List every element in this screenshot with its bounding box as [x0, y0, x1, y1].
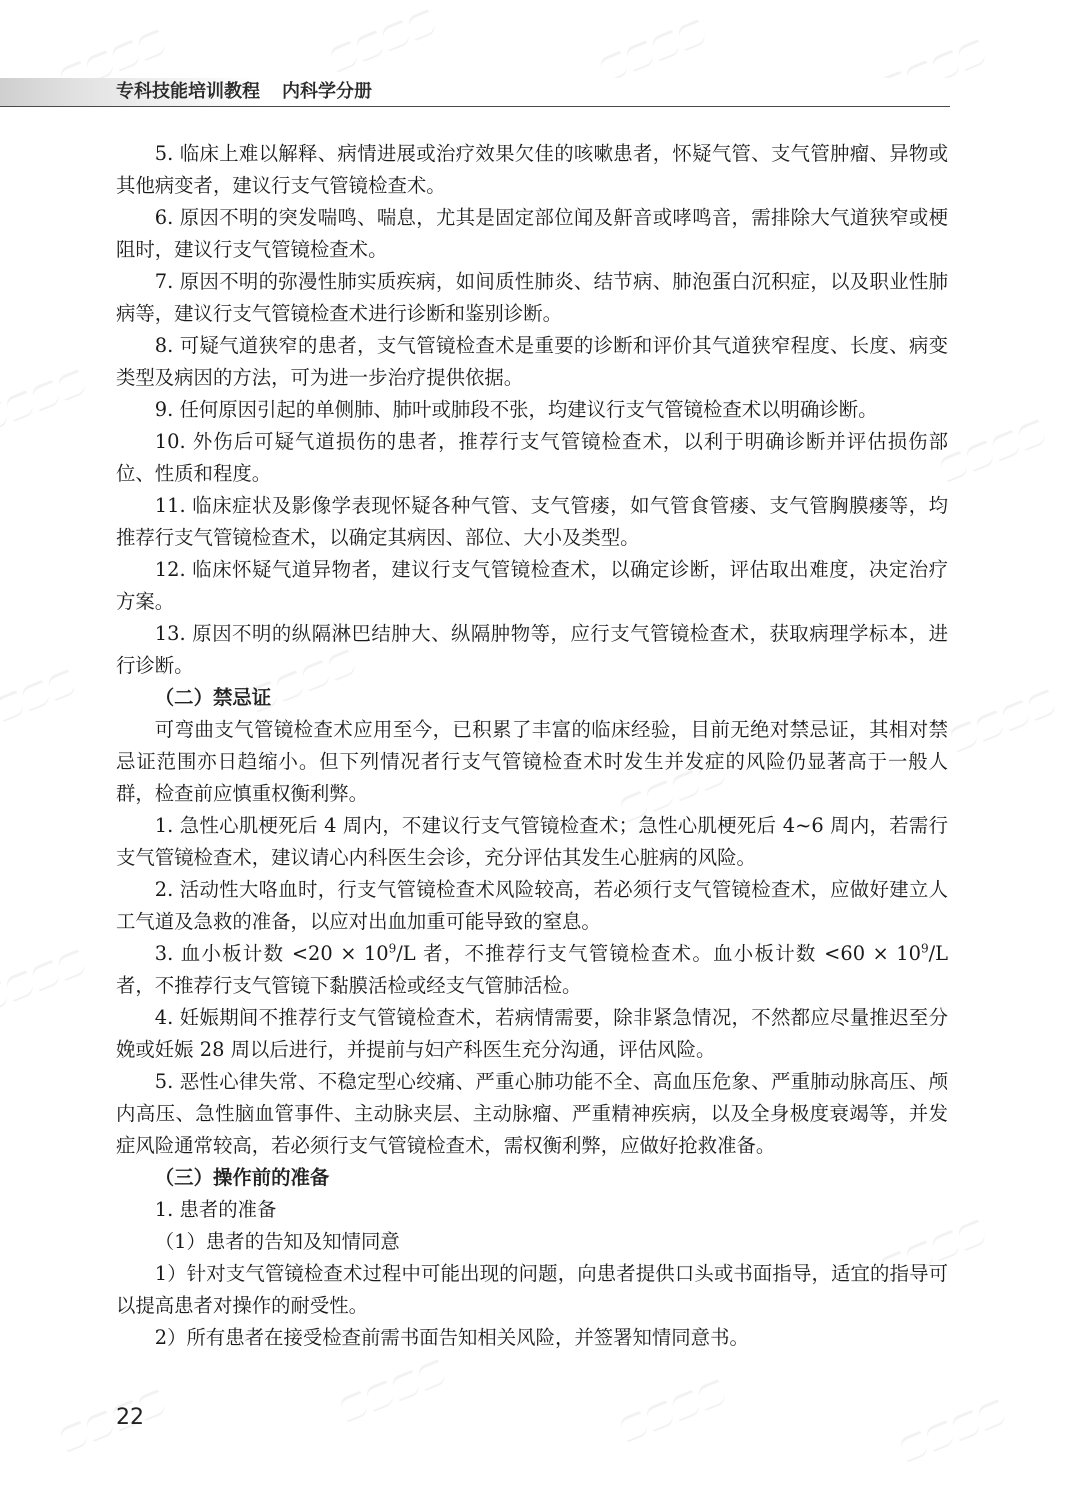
platelet-exponent-2: 9 [920, 941, 929, 956]
page-body [116, 138, 948, 1354]
platelet-exponent-1: 9 [388, 941, 397, 956]
preparation-subheading-consent: （1）患者的告知及知情同意 [154, 1230, 400, 1253]
platelet-text-a: 3. 血小板计数 <20 × 10 [154, 942, 389, 965]
indication-item-7: 7. 原因不明的弥漫性肺实质疾病，如间质性肺炎、结节病、肺泡蛋白沉积症，以及职业性肺病等，建议行支气管镜检查术进行诊断和鉴别诊断。 [116, 270, 948, 325]
indication-item-8: 8. 可疑气道狭窄的患者，支气管镜检查术是重要的诊断和评价其气道狭窄程度、长度、病变类型及病因的方法，可为进一步治疗提供依据。 [116, 334, 948, 389]
indication-item-11: 11. 临床症状及影像学表现怀疑各种气管、支气管瘘，如气管食管瘘、支气管胸膜瘘等，均推荐行支气管镜检查术，以确定其病因、部位、大小及类型。 [116, 494, 948, 549]
volume-title: 内科学分册 [282, 81, 372, 102]
section-heading-preparation: （三）操作前的准备 [154, 1166, 330, 1189]
preparation-point-2: 2）所有患者在接受检查前需书面告知相关风险，并签署知情同意书。 [154, 1326, 749, 1349]
indication-item-6: 6. 原因不明的突发喘鸣、喘息，尤其是固定部位闻及鼾音或哮鸣音，需排除大气道狭窄或梗阻时，建议行支气管镜检查术。 [116, 206, 948, 261]
running-header [116, 78, 372, 106]
contraindication-item-2: 2. 活动性大咯血时，行支气管镜检查术风险较高，若必须行支气管镜检查术，应做好建立人工气道及急救的准备，以应对出血加重可能导致的窒息。 [116, 878, 948, 933]
contraindication-item-5: 5. 恶性心律失常、不稳定型心绞痛、严重心肺功能不全、高血压危象、严重肺动脉高压、颅内高压、急性脑血管事件、主动脉夹层、主动脉瘤、严重精神疾病，以及全身极度衰竭等，并发症风险通常较高，若必须行支气管镜检查术，需权衡利弊，应做好抢救准备。 [116, 1070, 948, 1157]
indication-item-5: 5. 临床上难以解释、病情进展或治疗效果欠佳的咳嗽患者，怀疑气管、支气管肿瘤、异物或其他病变者，建议行支气管镜检查术。 [116, 142, 948, 197]
indication-item-10: 10. 外伤后可疑气道损伤的患者，推荐行支气管镜检查术，以利于明确诊断并评估损伤部位、性质和程度。 [116, 430, 948, 485]
indication-item-12: 12. 临床怀疑气道异物者，建议行支气管镜检查术，以确定诊断，评估取出难度，决定治疗方案。 [116, 558, 948, 613]
book-title: 专科技能培训教程 [116, 81, 260, 102]
page-number: 22 [116, 1405, 144, 1430]
contraindication-intro: 可弯曲支气管镜检查术应用至今，已积累了丰富的临床经验，目前无绝对禁忌证，其相对禁忌证范围亦日趋缩小。但下列情况者行支气管镜检查术时发生并发症的风险仍显著高于一般人群，检查前应慎重权衡利弊。 [116, 718, 948, 805]
preparation-subheading-patient: 1. 患者的准备 [154, 1198, 277, 1221]
platelet-text-b: /L 者，不推荐行支气管镜检查术。血小板计数 <60 × 10 [396, 942, 921, 965]
contraindication-item-3 [116, 938, 948, 1002]
indication-item-13: 13. 原因不明的纵隔淋巴结肿大、纵隔肿物等，应行支气管镜检查术，获取病理学标本，进行诊断。 [116, 622, 948, 677]
indication-item-9: 9. 任何原因引起的单侧肺、肺叶或肺段不张，均建议行支气管镜检查术以明确诊断。 [154, 398, 878, 421]
preparation-point-1: 1）针对支气管镜检查术过程中可能出现的问题，向患者提供口头或书面指导，适宜的指导可以提高患者对操作的耐受性。 [116, 1262, 948, 1317]
contraindication-item-4: 4. 妊娠期间不推荐行支气管镜检查术，若病情需要，除非紧急情况，不然都应尽量推迟至分娩或妊娠 28 周以后进行，并提前与妇产科医生充分沟通，评估风险。 [116, 1006, 948, 1061]
platelet-text-c: /L 者，不推荐行支气管镜下黏膜活检或经支气管肺活检。 [116, 942, 949, 997]
contraindication-item-1: 1. 急性心肌梗死后 4 周内，不建议行支气管镜检查术；急性心肌梗死后 4~6 周内，若需行支气管镜检查术，建议请心内科医生会诊，充分评估其发生心脏病的风险。 [116, 814, 948, 869]
section-heading-contraindications: （二）禁忌证 [154, 686, 272, 709]
